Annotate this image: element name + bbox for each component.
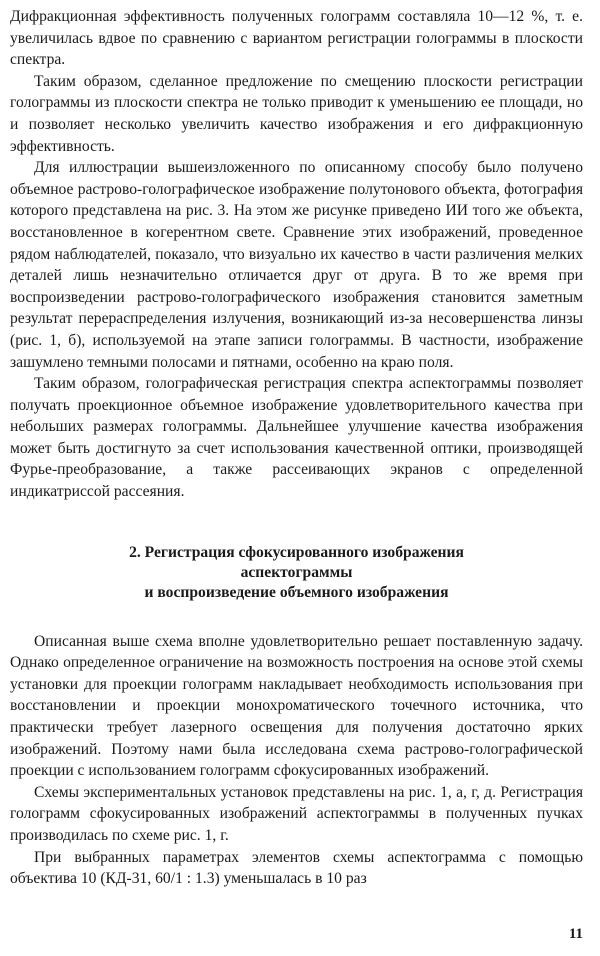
paragraph-illustration: Для иллюстрации вышеизложенного по описанному способу было получено объемное растрово-голографическое изображение полутонового объекта, фотография которого представлена на рис. 3. На этом же рисунке приведено ИИ того же объекта, восстановленное в когерентном свете. Сравнение этих изображений, проведенное рядом наблюдателей, показало, что визуально их качество в части различения мелких деталей лишь незначительно отличается друг от друга. В то же время при воспроизведении растрово-голографического изображения становится заметным результат перераспределения излучения, возникающий из-за несовершенства линзы (рис. 1, б), используемой на этапе записи голограммы. В частности, изображение зашумлено темными полосами и пятнами, особенно на краю поля. [10,159,583,371]
paragraph-diffraction-efficiency: Дифракционная эффективность полученных голограмм составляла 10—12 %, т. е. увеличилась вдвое по сравнению с вариантом регистрации голограммы в плоскости спектра. [10,8,583,69]
page-number: 11 [568,926,583,942]
paragraph-registration-plane-shift: Таким образом, сделанное предложение по смещению плоскости регистрации голограммы из плоскости спектра не только приводит к уменьшению ее площади, но и позволяет несколько увеличить качество изображения и его дифракционную эффективность. [10,72,583,155]
paragraph-scheme-limitations: Описанная выше схема вполне удовлетворительно решает поставленную задачу. Однако определенное ограничение на возможность построения на основе этой схемы установки для проекции голограмм накладывает необходимость использования при восстановлении и проекции монохроматического точечного источника, что практически требует лазерного освещения для получения достаточно ярких изображений. Поэтому нами была исследована схема растрово-голографической проекции с использованием голограмм сфокусированных изображений. [10,632,583,780]
paragraph-selected-parameters: При выбранных параметрах элементов схемы аспектограмма с помощью объектива 10 (КД-31, 60/1 : 1.3) уменьшалась в 10 раз [10,848,583,888]
paragraph-conclusion: Таким образом, голографическая регистрация спектра аспектограммы позволяет получать проекционное объемное изображение удовлетворительного качества при небольших размерах голограммы. Дальнейшее улучшение качества изображения может быть достигнуто за счет использования качественной оптики, производящей Фурье-преобразование, а также рассеивающих экранов с определенной индикатриссой рассеяния. [10,375,583,501]
paragraph-experimental-setups: Схемы экспериментальных установок представлены на рис. 1, а, г, д. Регистрация голограмм сфокусированных изображений аспектограммы в полученных пучках производилась по схеме рис. 1, г. [10,783,583,844]
section-heading [10,543,583,603]
section-heading-line-2: аспектограммы [240,563,353,581]
section-heading-line-3: и воспроизведение объемного изображения [144,583,449,601]
page-body [10,6,583,890]
section-heading-line-1: 2. Регистрация сфокусированного изображения [129,543,464,561]
